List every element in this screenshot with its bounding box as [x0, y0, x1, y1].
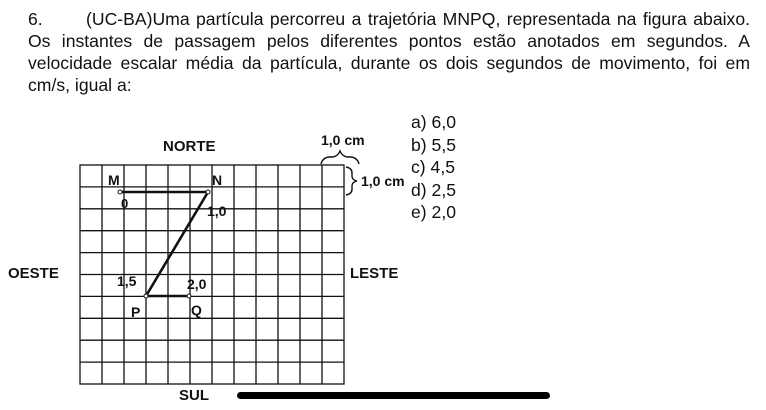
point-q-marker	[187, 294, 191, 298]
option-e: e) 2,0	[411, 202, 456, 222]
option-a: a) 6,0	[411, 112, 456, 132]
east-label: LESTE	[350, 265, 399, 282]
question-number: 6.	[28, 9, 43, 29]
option-b: b) 5,5	[411, 134, 456, 155]
west-label: OESTE	[8, 265, 59, 282]
vertical-brace	[346, 167, 357, 195]
south-label: SUL	[179, 387, 209, 404]
point-n-marker	[206, 190, 210, 194]
point-n-label: N	[212, 172, 223, 188]
horizontal-brace	[321, 151, 359, 164]
scale-vertical-label: 1,0 cm	[361, 173, 405, 189]
point-n-time: 1,0	[207, 203, 227, 219]
point-m-marker	[118, 190, 122, 194]
point-m-label: M	[108, 172, 120, 188]
option-c: c) 4,5	[411, 157, 456, 177]
north-label: NORTE	[163, 138, 216, 155]
question-text: (UC-BA)Uma partícula percorreu a trajetória MNPQ, representada na figura abaixo. Os instantes de passagem pelos diferentes pontos estão anotados em segundos. A velocidade escalar média da partícula, durante os dois segundos de movimento, foi em cm/s, igual a:	[28, 9, 750, 95]
point-p-marker	[144, 294, 148, 298]
scale-horizontal-label: 1,0 cm	[321, 132, 365, 148]
point-m-time: 0	[121, 196, 129, 211]
point-q-time: 2,0	[187, 276, 207, 292]
point-p-label: P	[131, 304, 141, 320]
question-block	[28, 8, 750, 96]
bottom-bar	[237, 392, 550, 399]
trajectory-figure	[0, 118, 420, 410]
option-d: d) 2,5	[411, 179, 456, 200]
point-q-label: Q	[191, 302, 202, 318]
point-p-time: 1,5	[117, 273, 137, 289]
